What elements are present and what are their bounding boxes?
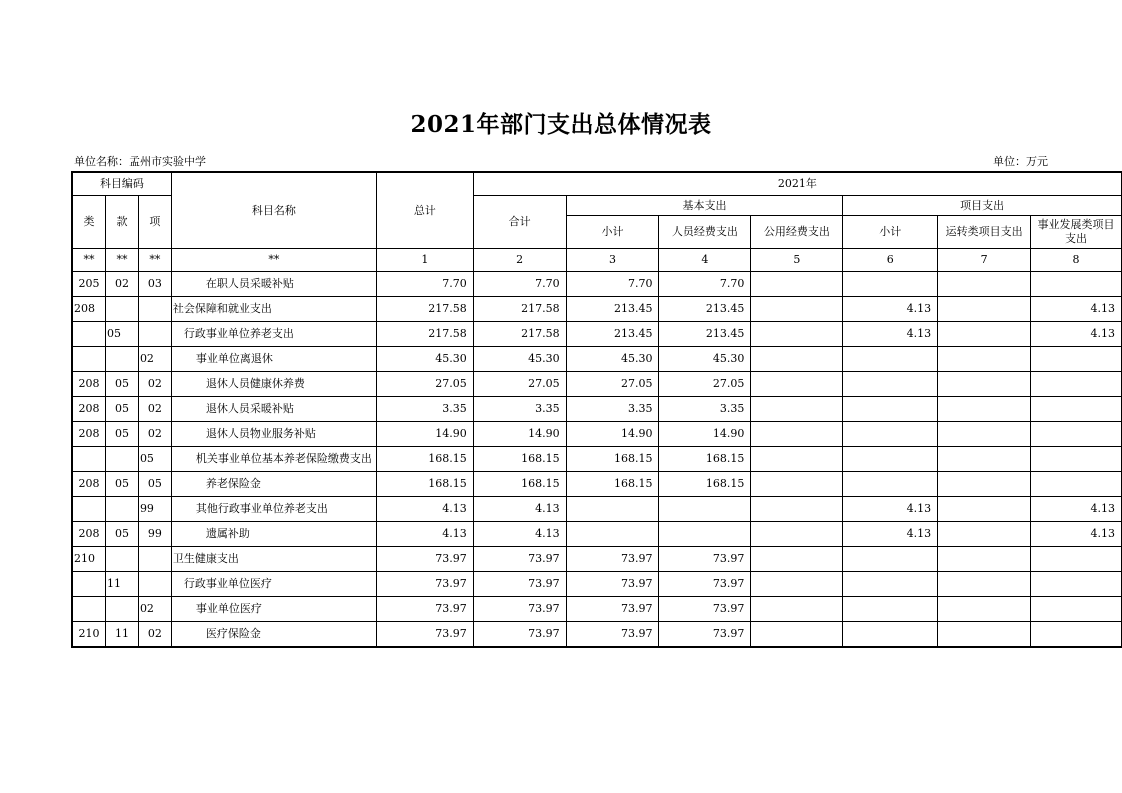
- column-number: 6: [843, 249, 938, 272]
- public-expense-cell: [751, 547, 843, 572]
- xiang-cell: 99: [138, 522, 171, 547]
- subject-name-cell: 退休人员物业服务补贴: [171, 422, 376, 447]
- xiang-cell: [138, 322, 171, 347]
- table-row: [73, 622, 1122, 647]
- xiang-cell: 02: [138, 372, 171, 397]
- public-expense-cell: [751, 447, 843, 472]
- development-project-header: 事业发展类项目支出: [1031, 216, 1122, 249]
- subject-name-cell: 在职人员采暖补贴: [171, 272, 376, 297]
- kuan-cell: [105, 347, 138, 372]
- kuan-cell: 05: [105, 472, 138, 497]
- kuan-cell: 05: [105, 372, 138, 397]
- xiang-cell: [138, 572, 171, 597]
- personnel-expense-cell: 73.97: [659, 597, 751, 622]
- table-row: [73, 597, 1122, 622]
- basic-subtotal-cell: 45.30: [566, 347, 659, 372]
- kuan-cell: 05: [105, 422, 138, 447]
- lei-cell: [73, 347, 106, 372]
- public-expense-cell: [751, 522, 843, 547]
- total-cell: 4.13: [376, 497, 473, 522]
- sum-cell: 73.97: [473, 547, 566, 572]
- table-row: [73, 322, 1122, 347]
- subject-name-cell: 行政事业单位医疗: [171, 572, 376, 597]
- sum-header: 合计: [473, 196, 566, 249]
- xiang-cell: 02: [138, 597, 171, 622]
- sum-cell: 73.97: [473, 622, 566, 647]
- table-row: [73, 272, 1122, 297]
- development-project-cell: [1031, 272, 1122, 297]
- currency-unit-label: 单位：万元: [993, 155, 1048, 168]
- personnel-expense-cell: 213.45: [659, 297, 751, 322]
- lei-cell: 208: [73, 422, 106, 447]
- lei-cell: 208: [73, 522, 106, 547]
- column-number: 5: [751, 249, 843, 272]
- basic-subtotal-cell: 27.05: [566, 372, 659, 397]
- subject-name-cell: 卫生健康支出: [171, 547, 376, 572]
- sum-cell: 14.90: [473, 422, 566, 447]
- public-expense-header: 公用经费支出: [751, 216, 843, 249]
- basic-subtotal-header: 小计: [566, 216, 659, 249]
- basic-subtotal-cell: 73.97: [566, 597, 659, 622]
- stars-cell: **: [73, 249, 106, 272]
- column-number: 7: [938, 249, 1031, 272]
- development-project-cell: [1031, 447, 1122, 472]
- transfer-project-cell: [938, 622, 1031, 647]
- column-number: 3: [566, 249, 659, 272]
- kuan-cell: [105, 597, 138, 622]
- development-project-cell: 4.13: [1031, 322, 1122, 347]
- transfer-project-cell: [938, 547, 1031, 572]
- table-row: [73, 522, 1122, 547]
- lei-cell: [73, 572, 106, 597]
- basic-subtotal-cell: 168.15: [566, 447, 659, 472]
- personnel-expense-cell: 73.97: [659, 622, 751, 647]
- personnel-expense-cell: [659, 497, 751, 522]
- xiang-cell: [138, 547, 171, 572]
- table-row: [73, 497, 1122, 522]
- basic-subtotal-cell: [566, 497, 659, 522]
- subject-name-cell: 退休人员健康休养费: [171, 372, 376, 397]
- lei-cell: [73, 322, 106, 347]
- subject-name-cell: 养老保险金: [171, 472, 376, 497]
- personnel-expense-cell: 14.90: [659, 422, 751, 447]
- table-row: [73, 447, 1122, 472]
- transfer-project-cell: [938, 322, 1031, 347]
- personnel-expense-cell: [659, 522, 751, 547]
- sum-cell: 4.13: [473, 497, 566, 522]
- subject-name-cell: 事业单位医疗: [171, 597, 376, 622]
- lei-cell: 208: [73, 372, 106, 397]
- lei-cell: 210: [73, 547, 106, 572]
- column-number: 1: [376, 249, 473, 272]
- basic-subtotal-cell: 73.97: [566, 547, 659, 572]
- development-project-cell: [1031, 572, 1122, 597]
- kuan-cell: 02: [105, 272, 138, 297]
- year-header: 2021年: [473, 173, 1121, 196]
- kuan-cell: 05: [105, 522, 138, 547]
- transfer-project-cell: [938, 522, 1031, 547]
- sum-cell: 7.70: [473, 272, 566, 297]
- personnel-expense-header: 人员经费支出: [659, 216, 751, 249]
- sum-cell: 168.15: [473, 447, 566, 472]
- lei-cell: 205: [73, 272, 106, 297]
- basic-subtotal-cell: 213.45: [566, 322, 659, 347]
- subject-name-cell: 其他行政事业单位养老支出: [171, 497, 376, 522]
- sum-cell: 217.58: [473, 297, 566, 322]
- sum-cell: 73.97: [473, 597, 566, 622]
- xiang-cell: [138, 297, 171, 322]
- column-number: 2: [473, 249, 566, 272]
- total-cell: 168.15: [376, 472, 473, 497]
- kuan-cell: [105, 297, 138, 322]
- xiang-cell: 05: [138, 472, 171, 497]
- development-project-cell: [1031, 397, 1122, 422]
- subject-name-cell: 退休人员采暖补贴: [171, 397, 376, 422]
- public-expense-cell: [751, 422, 843, 447]
- xiang-cell: 03: [138, 272, 171, 297]
- xiang-cell: 02: [138, 622, 171, 647]
- subject-name-cell: 机关事业单位基本养老保险缴费支出: [171, 447, 376, 472]
- public-expense-cell: [751, 297, 843, 322]
- table-row: [73, 547, 1122, 572]
- total-cell: 7.70: [376, 272, 473, 297]
- sum-cell: 45.30: [473, 347, 566, 372]
- subject-name-cell: 遗属补助: [171, 522, 376, 547]
- xiang-header: 项: [138, 196, 171, 249]
- transfer-project-cell: [938, 347, 1031, 372]
- lei-cell: [73, 497, 106, 522]
- subject-name-cell: 事业单位离退休: [171, 347, 376, 372]
- personnel-expense-cell: 73.97: [659, 572, 751, 597]
- lei-header: 类: [73, 196, 106, 249]
- public-expense-cell: [751, 597, 843, 622]
- kuan-header: 款: [105, 196, 138, 249]
- subject-name-cell: 医疗保险金: [171, 622, 376, 647]
- personnel-expense-cell: 73.97: [659, 547, 751, 572]
- total-header: 总计: [376, 173, 473, 249]
- project-subtotal-cell: [843, 597, 938, 622]
- xiang-cell: 02: [138, 347, 171, 372]
- sum-cell: 73.97: [473, 572, 566, 597]
- development-project-cell: [1031, 622, 1122, 647]
- project-subtotal-cell: [843, 372, 938, 397]
- basic-subtotal-cell: 3.35: [566, 397, 659, 422]
- basic-expenditure-header: 基本支出: [566, 196, 843, 216]
- kuan-cell: 05: [105, 322, 138, 347]
- kuan-cell: [105, 547, 138, 572]
- personnel-expense-cell: 45.30: [659, 347, 751, 372]
- kuan-cell: 11: [105, 572, 138, 597]
- development-project-cell: [1031, 472, 1122, 497]
- lei-cell: [73, 597, 106, 622]
- total-cell: 3.35: [376, 397, 473, 422]
- expenditure-table: [72, 172, 1122, 647]
- stars-cell: **: [138, 249, 171, 272]
- unit-name-label: 单位名称：孟州市实验中学: [74, 155, 206, 168]
- basic-subtotal-cell: [566, 522, 659, 547]
- basic-subtotal-cell: 14.90: [566, 422, 659, 447]
- transfer-project-cell: [938, 597, 1031, 622]
- public-expense-cell: [751, 372, 843, 397]
- project-subtotal-cell: [843, 347, 938, 372]
- sum-cell: 4.13: [473, 522, 566, 547]
- basic-subtotal-cell: 168.15: [566, 472, 659, 497]
- xiang-cell: 05: [138, 447, 171, 472]
- project-subtotal-cell: [843, 422, 938, 447]
- column-number: 8: [1031, 249, 1122, 272]
- development-project-cell: 4.13: [1031, 297, 1122, 322]
- public-expense-cell: [751, 347, 843, 372]
- public-expense-cell: [751, 272, 843, 297]
- public-expense-cell: [751, 622, 843, 647]
- development-project-cell: [1031, 547, 1122, 572]
- public-expense-cell: [751, 397, 843, 422]
- table-row: [73, 372, 1122, 397]
- stars-cell: **: [105, 249, 138, 272]
- subject-name-header: 科目名称: [171, 173, 376, 249]
- sum-cell: 217.58: [473, 322, 566, 347]
- development-project-cell: [1031, 597, 1122, 622]
- personnel-expense-cell: 168.15: [659, 472, 751, 497]
- total-cell: 73.97: [376, 622, 473, 647]
- project-subtotal-header: 小计: [843, 216, 938, 249]
- xiang-cell: 02: [138, 422, 171, 447]
- xiang-cell: 02: [138, 397, 171, 422]
- project-subtotal-cell: [843, 572, 938, 597]
- project-subtotal-cell: [843, 472, 938, 497]
- project-subtotal-cell: [843, 622, 938, 647]
- public-expense-cell: [751, 497, 843, 522]
- table-row: [73, 397, 1122, 422]
- xiang-cell: 99: [138, 497, 171, 522]
- subject-code-header: 科目编码: [73, 173, 172, 196]
- personnel-expense-cell: 168.15: [659, 447, 751, 472]
- stars-cell: **: [171, 249, 376, 272]
- personnel-expense-cell: 3.35: [659, 397, 751, 422]
- total-cell: 45.30: [376, 347, 473, 372]
- kuan-cell: 11: [105, 622, 138, 647]
- project-subtotal-cell: 4.13: [843, 497, 938, 522]
- total-cell: 27.05: [376, 372, 473, 397]
- project-subtotal-cell: 4.13: [843, 522, 938, 547]
- total-cell: 4.13: [376, 522, 473, 547]
- transfer-project-header: 运转类项目支出: [938, 216, 1031, 249]
- subject-name-cell: 行政事业单位养老支出: [171, 322, 376, 347]
- kuan-cell: 05: [105, 397, 138, 422]
- project-subtotal-cell: [843, 547, 938, 572]
- public-expense-cell: [751, 322, 843, 347]
- transfer-project-cell: [938, 372, 1031, 397]
- public-expense-cell: [751, 572, 843, 597]
- project-subtotal-cell: [843, 272, 938, 297]
- total-cell: 217.58: [376, 322, 473, 347]
- lei-cell: 208: [73, 397, 106, 422]
- total-cell: 217.58: [376, 297, 473, 322]
- development-project-cell: [1031, 422, 1122, 447]
- project-subtotal-cell: [843, 397, 938, 422]
- subject-name-cell: 社会保障和就业支出: [171, 297, 376, 322]
- development-project-cell: [1031, 372, 1122, 397]
- development-project-cell: 4.13: [1031, 522, 1122, 547]
- table-row: [73, 422, 1122, 447]
- kuan-cell: [105, 447, 138, 472]
- total-cell: 168.15: [376, 447, 473, 472]
- total-cell: 73.97: [376, 572, 473, 597]
- page-title: 2021年部门支出总体情况表: [410, 111, 712, 138]
- sum-cell: 3.35: [473, 397, 566, 422]
- transfer-project-cell: [938, 497, 1031, 522]
- total-cell: 73.97: [376, 547, 473, 572]
- table-row: [73, 572, 1122, 597]
- kuan-cell: [105, 497, 138, 522]
- table-row: [73, 347, 1122, 372]
- lei-cell: 208: [73, 297, 106, 322]
- personnel-expense-cell: 27.05: [659, 372, 751, 397]
- total-cell: 14.90: [376, 422, 473, 447]
- lei-cell: 208: [73, 472, 106, 497]
- transfer-project-cell: [938, 447, 1031, 472]
- project-subtotal-cell: [843, 447, 938, 472]
- column-number: 4: [659, 249, 751, 272]
- basic-subtotal-cell: 7.70: [566, 272, 659, 297]
- transfer-project-cell: [938, 422, 1031, 447]
- basic-subtotal-cell: 73.97: [566, 622, 659, 647]
- transfer-project-cell: [938, 572, 1031, 597]
- project-subtotal-cell: 4.13: [843, 297, 938, 322]
- basic-subtotal-cell: 73.97: [566, 572, 659, 597]
- total-cell: 73.97: [376, 597, 473, 622]
- sum-cell: 27.05: [473, 372, 566, 397]
- table-body: [73, 272, 1122, 647]
- sum-cell: 168.15: [473, 472, 566, 497]
- development-project-cell: [1031, 347, 1122, 372]
- basic-subtotal-cell: 213.45: [566, 297, 659, 322]
- table-row: [73, 297, 1122, 322]
- personnel-expense-cell: 213.45: [659, 322, 751, 347]
- table-row: [73, 472, 1122, 497]
- project-expenditure-header: 项目支出: [843, 196, 1122, 216]
- project-subtotal-cell: 4.13: [843, 322, 938, 347]
- development-project-cell: 4.13: [1031, 497, 1122, 522]
- transfer-project-cell: [938, 472, 1031, 497]
- lei-cell: [73, 447, 106, 472]
- transfer-project-cell: [938, 397, 1031, 422]
- lei-cell: 210: [73, 622, 106, 647]
- public-expense-cell: [751, 472, 843, 497]
- transfer-project-cell: [938, 297, 1031, 322]
- personnel-expense-cell: 7.70: [659, 272, 751, 297]
- transfer-project-cell: [938, 272, 1031, 297]
